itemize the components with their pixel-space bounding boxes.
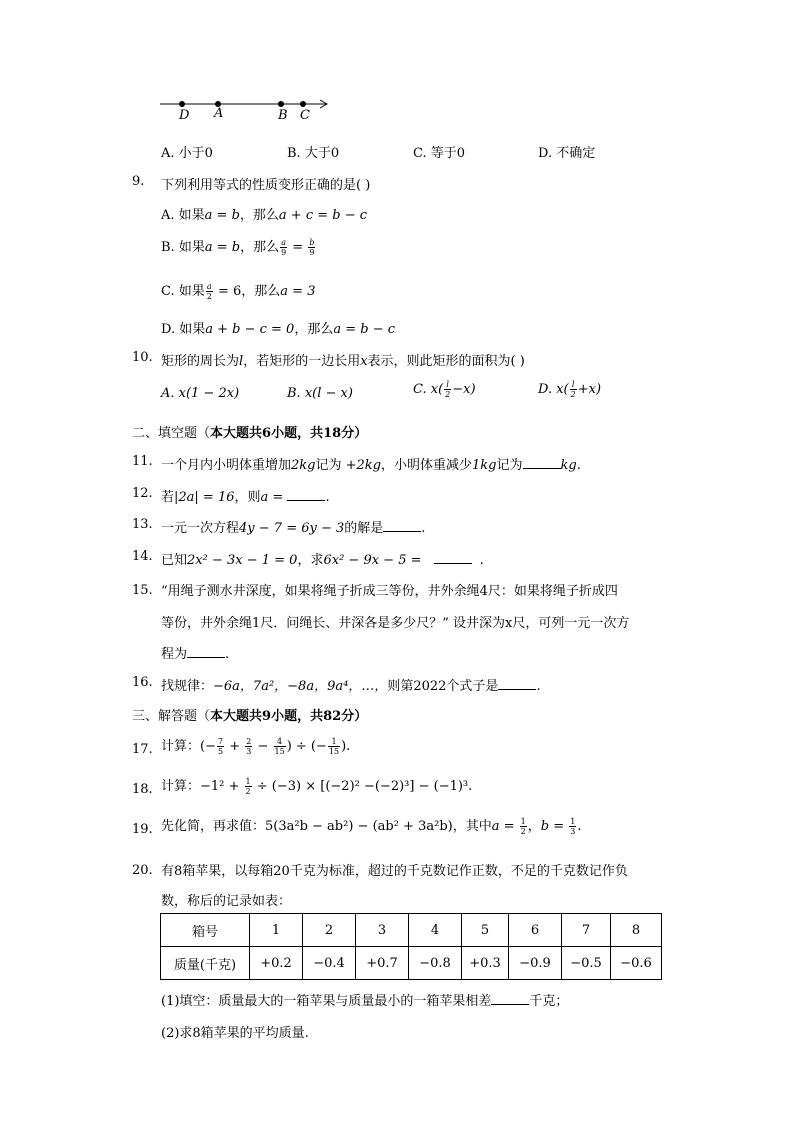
label-c: C — [300, 108, 310, 123]
q14-number: 14. — [132, 549, 153, 564]
table-header-cell: 质量(千克) — [161, 947, 250, 980]
q15-line2: 等份，井外余绳1尺．问绳长、井深各是多少尺？” 设井深为x尺，可列一元一次方 — [161, 616, 630, 631]
table-cell: −0.6 — [611, 947, 662, 980]
q10-stem: 矩形的周长为l，若矩形的一边长用x表示，则此矩形的面积为( ) — [161, 354, 525, 369]
label-d: D — [179, 108, 190, 123]
table-cell: 4 — [409, 914, 462, 947]
q20-line2: 数，称后的记录如表： — [161, 894, 292, 909]
label-b: B — [278, 108, 288, 123]
q18-text: 计算：−1² + $\frac{1}{2}$ ÷ (−3) × [(−2)² −(−2)³] − (−1)³. — [161, 777, 473, 796]
q9-option-b: B. 如果a = b，那么 $\frac{a}{9}$ = $\frac{b}{9}$ — [161, 238, 315, 257]
table-row — [161, 947, 662, 980]
point-b — [278, 101, 284, 107]
table-cell: +0.2 — [250, 947, 303, 980]
table-header-cell: 箱号 — [161, 914, 250, 947]
table-cell: 5 — [462, 914, 509, 947]
record-table — [160, 913, 662, 980]
q20-line1: 有8箱苹果，以每箱20千克为标准，超过的千克数记作正数，不足的千克数记作负 — [161, 864, 628, 879]
q12-blank[interactable] — [287, 488, 325, 501]
q13-number: 13. — [132, 517, 153, 532]
q19-text: 先化简，再求值：5(3a²b − ab²) − (ab² + 3a²b)，其中a = $\frac{1}{2}$ ，b = $\frac{1}{3}$ . — [161, 817, 582, 836]
table-cell: 1 — [250, 914, 303, 947]
q17-number: 17. — [132, 742, 153, 757]
table-cell: −0.4 — [303, 947, 356, 980]
q16-blank[interactable] — [498, 677, 536, 690]
table-cell: 7 — [562, 914, 611, 947]
q10-number: 10. — [132, 350, 153, 365]
q15-number: 15. — [132, 583, 153, 598]
table-cell: 3 — [356, 914, 409, 947]
table-cell: 2 — [303, 914, 356, 947]
q8-option-a: A. 小于0 — [161, 146, 213, 161]
q20-subquestion-2: (2)求8箱苹果的平均质量. — [161, 1026, 309, 1041]
q12-number: 12. — [132, 486, 153, 501]
q8-option-d: D. 不确定 — [538, 146, 596, 161]
q9-option-d: D. 如果a + b − c = 0，那么a = b − c — [161, 322, 396, 337]
point-d — [179, 101, 185, 107]
q15-line3: 程为 . — [161, 647, 230, 662]
q12-text: 若|2a| = 16，则a = . — [161, 490, 330, 505]
table-cell: −0.9 — [509, 947, 562, 980]
q10-option-b: B. x(l − x) — [287, 386, 353, 401]
q9-option-a: A. 如果a = b，那么a + c = b − c — [161, 208, 368, 223]
q20-number: 20. — [132, 863, 153, 878]
section-2-heading: 二、填空题（本大题共6小题，共18分） — [132, 426, 368, 441]
q13-text: 一元一次方程4y − 7 = 6y − 3的解是 . — [161, 521, 426, 536]
q9-stem: 下列利用等式的性质变形正确的是( ) — [161, 178, 371, 193]
q8-option-c: C. 等于0 — [413, 146, 466, 161]
table-cell: +0.7 — [356, 947, 409, 980]
label-a: A — [214, 106, 224, 121]
q16-number: 16. — [132, 675, 153, 690]
section-3-heading: 三、解答题（本大题共9小题，共82分） — [132, 709, 368, 724]
table-row — [161, 914, 662, 947]
q14-blank[interactable] — [434, 551, 472, 564]
q9-option-c: C. 如果 $\frac{a}{2}$ = 6，那么a = 3 — [161, 282, 316, 301]
q16-text: 找规律：−6a，7a²，−8a，9a⁴，…，则第2022个式子是 . — [161, 679, 541, 694]
q11-number: 11. — [132, 454, 153, 469]
q15-blank[interactable] — [187, 645, 225, 658]
q20-subquestion-1: (1)填空：质量最大的一箱苹果与质量最小的一箱苹果相差 千克； — [161, 994, 569, 1009]
q17-text: 计算：(− $\frac{7}{5}$ + $\frac{2}{3}$ − $\frac{4}{15}$ ) ÷ (− $\frac{1}{15}$ ). — [161, 737, 351, 756]
q14-text: 已知2x² − 3x − 1 = 0，求6x² − 9x − 5 = . — [161, 553, 484, 568]
table-cell: −0.8 — [409, 947, 462, 980]
table-cell: 6 — [509, 914, 562, 947]
q10-option-d: D. x( $\frac{l}{2}$ +x) — [538, 380, 602, 399]
table-cell: +0.3 — [462, 947, 509, 980]
q11-text: 一个月内小明体重增加2kg记为 +2kg，小明体重减少1kg记为 kg. — [161, 458, 581, 473]
table-cell: −0.5 — [562, 947, 611, 980]
q15-line1: “用绳子测水井深度，如果将绳子折成三等份，井外余绳4尺：如果将绳子折成四 — [161, 584, 618, 599]
q11-blank[interactable] — [523, 456, 561, 469]
point-c — [300, 101, 306, 107]
q20-blank[interactable] — [491, 992, 529, 1005]
q13-blank[interactable] — [383, 519, 421, 532]
q18-number: 18. — [132, 782, 153, 797]
q8-option-b: B. 大于0 — [287, 146, 340, 161]
table-cell: 8 — [611, 914, 662, 947]
q10-option-a: A. x(1 − 2x) — [161, 386, 240, 401]
q10-option-c: C. x( $\frac{l}{2}$ −x) — [413, 380, 476, 399]
q9-number: 9. — [132, 174, 145, 189]
q19-number: 19. — [132, 822, 153, 837]
